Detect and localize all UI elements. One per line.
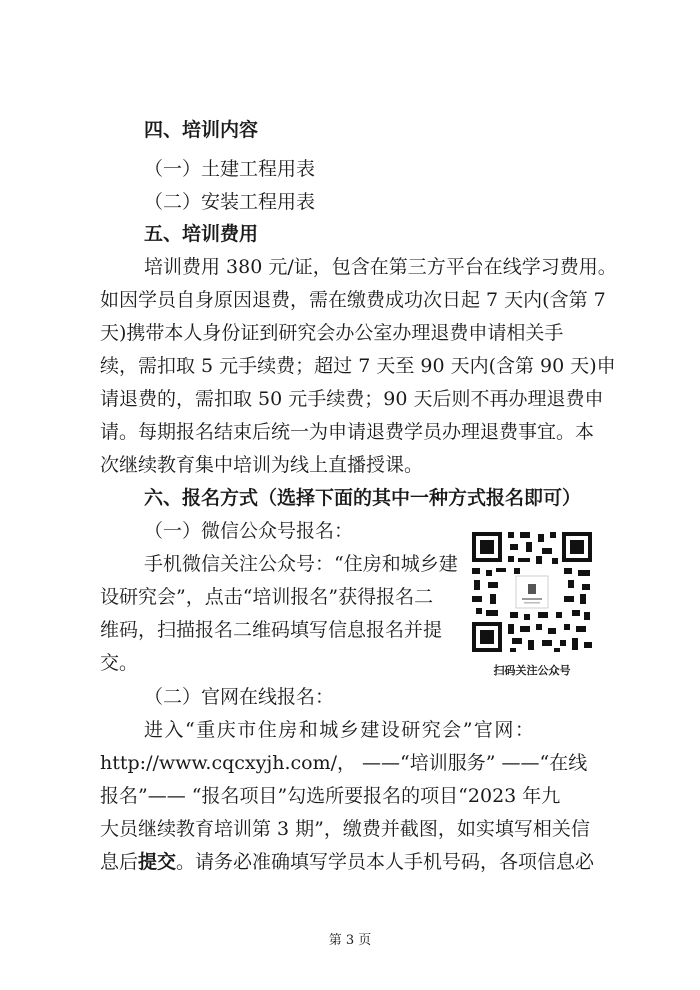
section6-sub1: （一）微信公众号报名： [144, 520, 354, 542]
web-line-3: 报名”—— “报名项目”勾选所要报名的项目“2023 年九 [100, 785, 561, 807]
web-line-2[interactable]: http://www.cqcxyjh.com/， ——“培训服务” ——“在线 [100, 752, 588, 774]
fee-line-7: 次继续教育集中培训为线上直播授课。 [100, 454, 424, 476]
web-line-1: 进入“重庆市住房和城乡建设研究会”官网： [144, 719, 536, 741]
wechat-line-4: 交。 [100, 652, 139, 674]
section4-item1: （一）土建工程用表 [144, 158, 316, 180]
fee-line-1: 培训费用 380 元/证，包含在第三方平台在线学习费用。 [144, 256, 617, 278]
section5-heading: 五、培训费用 [144, 223, 259, 245]
qr-code-image [468, 528, 596, 656]
web-line-5-prefix: 息后 [100, 851, 139, 873]
qr-caption: 扫码关注公众号 [493, 664, 571, 677]
wechat-line-1: 手机微信关注公众号：“住房和城乡建 [144, 553, 458, 575]
section4-item2: （二）安装工程用表 [144, 191, 316, 213]
qr-code-block [468, 528, 596, 677]
fee-line-2: 如因学员自身原因退费，需在缴费成功次日起 7 天内(含第 7 [100, 289, 606, 311]
section4-heading: 四、培训内容 [144, 119, 259, 141]
web-line-5 [100, 848, 594, 876]
web-line-5-suffix: 。请务必准确填写学员本人手机号码，各项信息必 [176, 851, 595, 873]
wechat-line-2: 设研究会”，点击“培训报名”获得报名二 [100, 586, 434, 608]
section6-heading: 六、报名方式（选择下面的其中一种方式报名即可） [144, 487, 582, 509]
fee-line-3: 天)携带本人身份证到研究会办公室办理退费申请相关手 [100, 322, 564, 344]
submit-emphasis: 提交 [138, 851, 177, 873]
page-number: 第 3 页 [328, 933, 372, 948]
section6-sub2: （二）官网在线报名： [144, 686, 335, 708]
fee-line-5: 请退费的，需扣取 50 元手续费；90 天后则不再办理退费申 [100, 388, 604, 410]
fee-line-6: 请。每期报名结束后统一为申请退费学员办理退费事宜。本 [100, 421, 595, 443]
wechat-line-3: 维码，扫描报名二维码填写信息报名并提 [100, 619, 443, 641]
fee-line-4: 续，需扣取 5 元手续费；超过 7 天至 90 天内(含第 90 天)申 [100, 355, 616, 377]
web-line-4: 大员继续教育培训第 3 期”，缴费并截图，如实填写相关信 [100, 818, 590, 840]
